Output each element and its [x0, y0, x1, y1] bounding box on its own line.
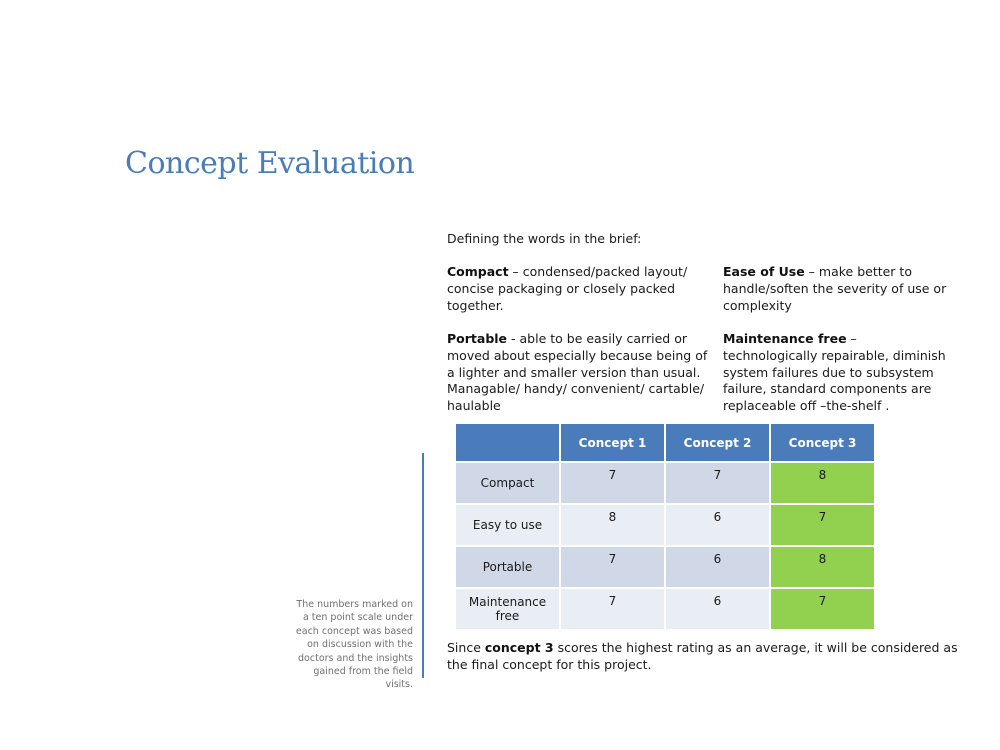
row-label: Maintenance free — [456, 589, 559, 629]
definition-compact — [447, 264, 709, 314]
score-cell: 6 — [666, 505, 769, 545]
page-title: Concept Evaluation — [125, 146, 415, 181]
concept-score-table — [454, 422, 876, 631]
row-label: Compact — [456, 463, 559, 503]
table-header-corner — [456, 424, 559, 461]
definition-term: Compact — [447, 264, 509, 279]
table-header-concept-3: Concept 3 — [771, 424, 874, 461]
table-header-concept-2: Concept 2 — [666, 424, 769, 461]
score-cell: 8 — [561, 505, 664, 545]
score-cell: 6 — [666, 547, 769, 587]
row-label: Portable — [456, 547, 559, 587]
table-header-row — [456, 424, 874, 461]
table-row — [456, 547, 874, 587]
score-cell: 7 — [666, 463, 769, 503]
brief-intro: Defining the words in the brief: — [447, 231, 642, 246]
definition-text: – condensed/packed layout/ concise packaging or closely packed together. — [447, 264, 688, 313]
conclusion-prefix: Since — [447, 640, 485, 655]
row-label: Easy to use — [456, 505, 559, 545]
table-row — [456, 589, 874, 629]
table-row — [456, 505, 874, 545]
conclusion-suffix: scores the highest rating as an average, it will be considered as the final concept for this project. — [447, 640, 958, 672]
definition-text: - able to be easily carried or moved about especially because being of a lighter and smaller version than usual. Managable/ handy/ convenient/ cartable/ haulable — [447, 331, 708, 414]
definition-text: – make better to handle/soften the severity of use or complexity — [723, 264, 947, 313]
definition-text: – technologically repairable, diminish system failures due to subsystem failure, standard components are replaceable off –the-shelf . — [723, 331, 946, 414]
conclusion-emphasis: concept 3 — [484, 640, 554, 655]
definition-term: Ease of Use — [723, 264, 805, 279]
score-cell: 7 — [561, 589, 664, 629]
score-cell: 6 — [666, 589, 769, 629]
side-note-rule — [422, 453, 424, 678]
table-header-concept-1: Concept 1 — [561, 424, 664, 461]
definition-maintenance-free — [723, 331, 955, 415]
table-row — [456, 463, 874, 503]
score-cell-highlight: 7 — [771, 589, 874, 629]
definition-ease-of-use — [723, 264, 955, 314]
definition-term: Portable — [447, 331, 508, 346]
side-note: The numbers marked on a ten point scale under each concept was based on discussion with the doctors and the insights gained from the field visits. — [295, 599, 413, 691]
score-cell-highlight: 8 — [771, 463, 874, 503]
definition-term: Maintenance free — [723, 331, 847, 346]
definition-portable — [447, 331, 709, 415]
score-cell-highlight: 8 — [771, 547, 874, 587]
score-cell: 7 — [561, 463, 664, 503]
conclusion-text — [447, 640, 967, 674]
score-cell: 7 — [561, 547, 664, 587]
score-cell-highlight: 7 — [771, 505, 874, 545]
